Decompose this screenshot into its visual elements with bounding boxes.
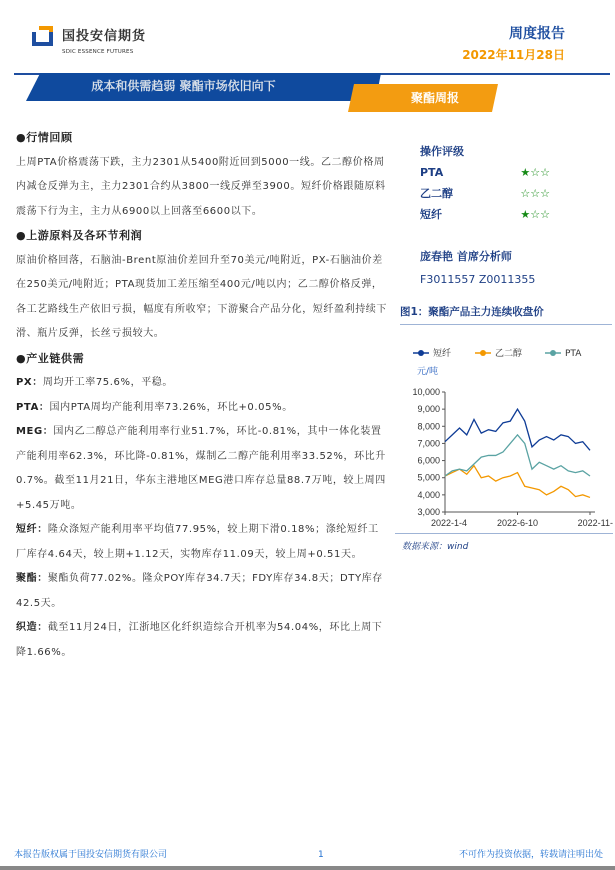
star-rating-icon: ☆☆☆ xyxy=(520,187,550,200)
y-tick-label: 9,000 xyxy=(417,404,440,415)
y-tick-label: 8,000 xyxy=(417,421,440,432)
section-heading: ●产业链供需 xyxy=(16,351,85,365)
company-name-en: SDIC ESSENCE FUTURES xyxy=(62,49,134,55)
company-name-cn: 国投安信期货 xyxy=(62,29,147,44)
rating-panel xyxy=(420,141,550,225)
item-text: 隆众涤短产能利用率平均值77.95%，较上期下滑0.18%；涤纶短纤工厂库存4.64天，较上期+1.12天，实物库存11.09天，较上周+0.51天。 xyxy=(16,524,379,560)
legend-marker xyxy=(418,350,424,356)
rating-row-meg xyxy=(420,183,550,204)
data-source: 数据来源：wind xyxy=(402,542,469,552)
y-axis-unit: 元/吨 xyxy=(417,367,439,377)
item-text: 聚酯负荷77.02%。隆众POY库存34.7天；FDY库存34.8天；DTY库存42.5天。 xyxy=(16,573,383,609)
report-title: 成本和供需趋弱 聚酯市场依旧向下 xyxy=(91,79,276,93)
footer-disclaimer: 不可作为投资依据，转载请注明出处 xyxy=(458,850,603,860)
item-label: MEG： xyxy=(16,426,54,437)
legend-marker xyxy=(550,350,556,356)
legend-label: 短纤 xyxy=(433,349,452,359)
figure-title: 图1：聚酯产品主力连续收盘价 xyxy=(400,306,544,318)
supply-item-meg xyxy=(16,420,388,518)
y-tick-label: 6,000 xyxy=(417,455,440,466)
series-line-2 xyxy=(445,435,590,476)
supply-item-polyester xyxy=(16,567,388,616)
y-tick-label: 5,000 xyxy=(417,472,440,483)
company-logo-icon xyxy=(32,26,54,48)
footer-bar xyxy=(0,866,615,870)
rating-row-staple-fiber xyxy=(420,204,550,225)
rating-name: 短纤 xyxy=(420,208,442,221)
rating-name: 乙二醇 xyxy=(420,187,453,200)
x-tick-label: 2022-1-4 xyxy=(431,518,468,528)
market-review-paragraph: 上周PTA价格震荡下跌，主力2301从5400附近回到5000一线。乙二醇价格周内减仓反弹为主，主力2301合约从3800一线反弹至3900。短纤价格跟随原料震荡下行为主，主力从6900以上回落至6600以下。 xyxy=(16,156,386,217)
rating-name: PTA xyxy=(420,166,444,179)
supply-item-px xyxy=(16,371,388,396)
legend-label: PTA xyxy=(565,349,582,359)
supply-item-pta xyxy=(16,396,388,421)
rating-title: 操作评级 xyxy=(420,145,464,158)
y-tick-label: 7,000 xyxy=(417,438,440,449)
analyst-name: 庞春艳 首席分析师 xyxy=(420,250,512,263)
profit-paragraph: 原油价格回落，石脑油-Brent原油价差回升至70美元/吨附近，PX-石脑油价差在250美元/吨附近；PTA现货加工差压缩至400元/吨以内；乙二醇价格反弹，各工艺路线生产依旧亏损，幅度有所收窄；下游聚合产品分化，短纤盈利持续下滑、瓶片反弹，长丝亏损较大。 xyxy=(16,254,387,339)
item-text: 国内乙二醇总产能利用率行业51.7%，环比-0.81%，其中一体化装置产能利用率62.3%，环比降-0.81%，煤制乙二醇产能利用率33.52%，环比升0.7%。截至11月21日，华东主港地区MEG港口库存总量88.7万吨，较上周四+5.45万吨。 xyxy=(16,426,386,511)
item-text: 截至11月24日，江浙地区化纤织造综合开机率为54.04%，环比上周下降1.66%。 xyxy=(16,622,383,658)
rating-row-pta xyxy=(420,162,550,183)
section-heading: ●行情回顾 xyxy=(16,131,73,144)
item-text: 国内PTA周均产能利用率73.26%，环比+0.05%。 xyxy=(49,401,293,413)
star-rating-icon: ★☆☆ xyxy=(520,208,550,221)
section-heading: ●上游原料及各环节利润 xyxy=(16,229,143,242)
item-label: 织造： xyxy=(16,622,48,633)
item-label: 聚酯： xyxy=(16,573,48,584)
figure-bottom-divider xyxy=(395,533,613,534)
analyst-ids: F3011557 Z0011355 xyxy=(420,273,536,286)
item-label: PTA： xyxy=(16,401,50,413)
supply-item-weaving xyxy=(16,616,388,665)
y-tick-label: 3,000 xyxy=(417,507,440,517)
item-label: PX： xyxy=(16,377,43,388)
item-label: 短纤： xyxy=(16,524,48,535)
y-tick-label: 4,000 xyxy=(417,489,440,500)
series-line-0 xyxy=(445,409,590,450)
report-type: 周度报告 xyxy=(509,26,565,42)
x-tick-label: 2022-11- xyxy=(577,518,613,528)
page-number: 1 xyxy=(318,850,324,860)
star-rating-icon: ★☆☆ xyxy=(520,166,550,179)
report-date: 2022年11月28日 xyxy=(462,48,565,62)
x-tick-label: 2022-6-10 xyxy=(496,518,539,528)
report-body xyxy=(16,126,388,665)
y-tick-label: 10,000 xyxy=(412,387,440,397)
legend-label: 乙二醇 xyxy=(495,349,523,359)
category-tag-label: 聚酯周报 xyxy=(410,91,459,105)
figure-divider xyxy=(400,324,612,325)
item-text: 周均开工率75.6%，平稳。 xyxy=(42,377,174,388)
price-line-chart xyxy=(395,338,615,530)
footer-copyright: 本报告版权属于国投安信期货有限公司 xyxy=(14,850,168,860)
legend-marker xyxy=(480,350,486,356)
supply-item-staple-fiber xyxy=(16,518,388,567)
